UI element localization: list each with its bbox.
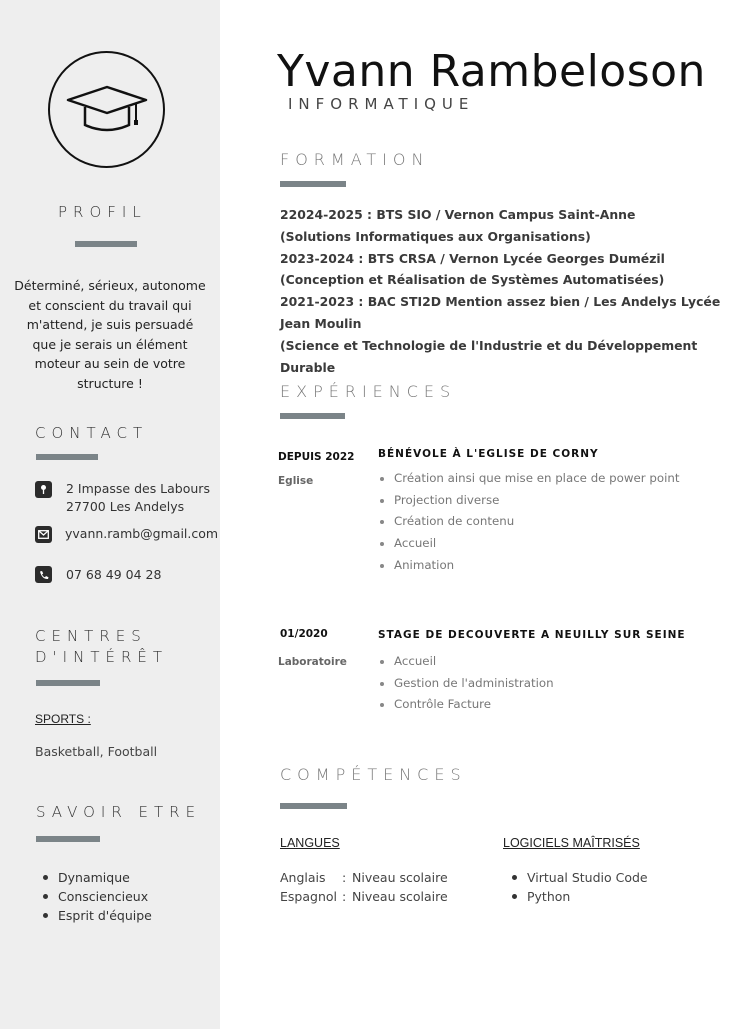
exp-date: 01/2020 bbox=[280, 628, 328, 640]
interets-heading-line-1: CENTRES bbox=[35, 627, 147, 645]
experiences-heading: EXPÉRIENCES bbox=[280, 382, 457, 401]
mail-icon bbox=[35, 526, 52, 543]
interets-heading bbox=[35, 626, 168, 668]
savoir-etre-heading: SAVOIR ETRE bbox=[36, 803, 202, 821]
exp-org: Eglise bbox=[278, 475, 314, 487]
language-name: Espagnol bbox=[280, 889, 337, 904]
profil-divider bbox=[75, 241, 137, 247]
separator: : bbox=[342, 889, 347, 904]
graduation-cap-icon bbox=[66, 83, 148, 135]
list-item: Dynamique bbox=[58, 868, 152, 887]
contact-divider bbox=[36, 454, 98, 460]
exp-title: BÉNÉVOLE À L'EGLISE DE CORNY bbox=[378, 448, 599, 460]
interets-divider bbox=[36, 680, 100, 686]
list-item: Contrôle Facture bbox=[394, 694, 554, 716]
location-pin-icon bbox=[35, 481, 52, 498]
list-item: Gestion de l'administration bbox=[394, 673, 554, 695]
profil-heading: PROFIL bbox=[58, 203, 147, 221]
exp-date: DEPUIS 2022 bbox=[278, 451, 355, 463]
experiences-divider bbox=[280, 413, 345, 419]
separator: : bbox=[342, 870, 347, 885]
sidebar bbox=[0, 0, 220, 1029]
contact-heading: CONTACT bbox=[35, 424, 149, 442]
langues-label: LANGUES bbox=[280, 836, 340, 850]
address-line-2: 27700 Les Andelys bbox=[66, 499, 185, 514]
contact-email[interactable] bbox=[35, 526, 218, 543]
profil-text: Déterminé, sérieux, autonome et conscient du travail qui m'attend, je suis persuadé que je serais un élément moteur au sein de votre structure ! bbox=[14, 278, 206, 391]
list-item: Accueil bbox=[394, 651, 554, 673]
main-content bbox=[220, 0, 751, 1029]
list-item: Virtual Studio Code bbox=[527, 870, 648, 885]
formation-line: 2021-2023 : BAC STI2D Mention assez bien / Les Andelys Lycée Jean Moulin bbox=[280, 294, 721, 331]
formation-list bbox=[280, 204, 745, 378]
formation-line: 22024-2025 : BTS SIO / Vernon Campus Saint-Anne bbox=[280, 207, 636, 222]
address-line-1: 2 Impasse des Labours bbox=[66, 481, 210, 496]
formation-divider bbox=[280, 181, 346, 187]
list-item: Accueil bbox=[394, 533, 679, 555]
formation-line: (Science et Technologie de l'Industrie et du Développement Durable bbox=[280, 337, 698, 375]
list-item: Projection diverse bbox=[394, 490, 679, 512]
phone-icon bbox=[35, 566, 52, 583]
language-level: Niveau scolaire bbox=[352, 870, 448, 885]
list-item: Python bbox=[527, 887, 648, 906]
language-level: Niveau scolaire bbox=[352, 889, 448, 904]
contact-phone[interactable] bbox=[35, 566, 161, 584]
logo bbox=[48, 51, 165, 168]
candidate-name: Yvann Rambeloson bbox=[277, 46, 706, 97]
interets-heading-line-2: D'INTÉRÊT bbox=[35, 648, 169, 666]
list-item: Animation bbox=[394, 555, 679, 577]
candidate-subtitle: INFORMATIQUE bbox=[288, 95, 475, 113]
formation-line: 2023-2024 : BTS CRSA / Vernon Lycée Georges Dumézil bbox=[280, 250, 665, 266]
list-item bbox=[280, 868, 448, 887]
savoir-etre-list bbox=[58, 868, 152, 925]
phone-text[interactable]: 07 68 49 04 28 bbox=[66, 567, 162, 582]
exp-task-list bbox=[394, 468, 679, 577]
exp-title: STAGE DE DECOUVERTE A NEUILLY SUR SEINE bbox=[378, 629, 686, 641]
list-item: Création de contenu bbox=[394, 511, 679, 533]
competences-heading: COMPÉTENCES bbox=[280, 765, 467, 784]
contact-address bbox=[35, 481, 210, 516]
formation-heading: FORMATION bbox=[280, 150, 430, 169]
sports-text: Basketball, Football bbox=[35, 744, 158, 759]
formation-line: (Conception et Réalisation de Systèmes Automatisées) bbox=[280, 272, 665, 288]
email-text[interactable]: yvann.ramb@gmail.com bbox=[65, 526, 219, 541]
language-name: Anglais bbox=[280, 870, 326, 885]
formation-line: (Solutions Informatiques aux Organisations) bbox=[280, 228, 591, 244]
exp-task-list bbox=[394, 651, 554, 716]
list-item bbox=[280, 887, 448, 906]
logiciels-list bbox=[527, 868, 648, 906]
list-item: Consciencieux bbox=[58, 887, 152, 906]
logiciels-label: LOGICIELS MAÎTRISÉS bbox=[503, 836, 640, 850]
list-item: Esprit d'équipe bbox=[58, 908, 152, 923]
competences-divider bbox=[280, 803, 347, 809]
langues-list bbox=[280, 868, 448, 906]
exp-org: Laboratoire bbox=[278, 656, 347, 668]
list-item: Création ainsi que mise en place de power point bbox=[394, 468, 679, 490]
savoir-etre-divider bbox=[36, 836, 100, 842]
sports-label: SPORTS : bbox=[35, 712, 91, 726]
